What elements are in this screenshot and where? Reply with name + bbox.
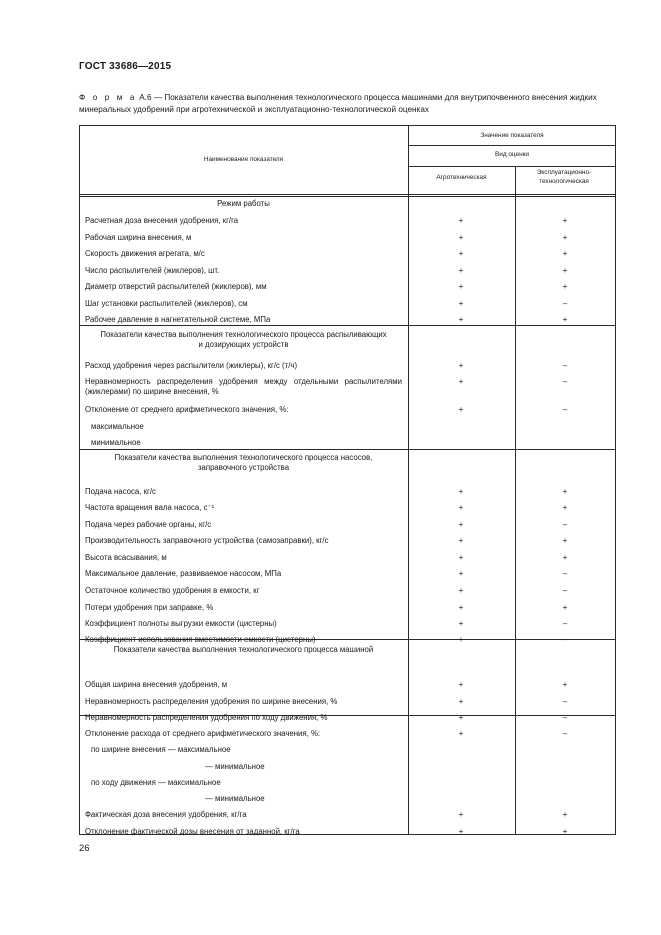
indicator-label: Коэффициент использования вместимости емкости (цистерны) [85, 635, 316, 644]
exploit-mark: + [562, 216, 568, 225]
exploit-mark: – [562, 635, 568, 644]
group-separator [79, 325, 616, 326]
agro-mark: + [458, 282, 464, 291]
section-heading: Показатели качества выполнения технологического процесса насосов, заправочного устройства [114, 453, 373, 472]
indicator-label: Рабочее давление в нагнетательной системе, МПа [85, 315, 271, 324]
column-divider-name [408, 125, 409, 835]
indicator-label: максимальное [91, 422, 144, 431]
indicator-label: Расход удобрения через распылители (жиклеры), кг/с (т/ч) [85, 361, 298, 370]
indicator-label: Неравномерность распределения удобрения по ходу движения, % [85, 713, 328, 722]
indicator-label: Скорость движения агрегата, м/с [85, 249, 205, 258]
agro-mark: + [458, 586, 464, 595]
exploit-mark: + [562, 249, 568, 258]
indicator-label: Подача через рабочие органы, кг/с [85, 520, 212, 529]
agro-mark: + [458, 697, 464, 706]
indicator-label: Отклонение фактической дозы внесения от заданной, кг/га [85, 827, 300, 836]
table-right-border [615, 125, 616, 835]
exploit-mark: + [562, 282, 568, 291]
agro-mark: + [458, 216, 464, 225]
exploit-mark: – [562, 619, 568, 628]
header-bottom-border [79, 194, 616, 195]
exploit-mark: – [562, 405, 568, 414]
exploit-mark: + [562, 266, 568, 275]
indicator-label: Высота всасывания, м [85, 553, 167, 562]
agro-mark: + [458, 299, 464, 308]
indicator-label: Число распылителей (жиклеров), шт. [85, 266, 220, 275]
page-number: 26 [79, 843, 90, 854]
exploit-mark: + [562, 553, 568, 562]
agro-mark: + [458, 536, 464, 545]
group-separator [79, 449, 616, 450]
exploit-mark: + [562, 603, 568, 612]
exploit-mark: – [562, 713, 568, 722]
indicator-label: Максимальное давление, развиваемое насосом, МПа [85, 569, 282, 578]
agro-mark: + [458, 635, 464, 644]
indicator-label: Рабочая ширина внесения, м [85, 233, 192, 242]
form-caption-text: А.6 — Показатели качества выполнения технологического процесса машинами для внутрипочвенного внесения жидких минеральных удобрений при агротехнической и эксплуатационно-технологической оценках [79, 93, 597, 114]
exploit-mark: + [562, 487, 568, 496]
indicator-label: Потери удобрения при заправке, % [85, 603, 214, 612]
indicator-label: Остаточное количество удобрения в емкости, кг [85, 586, 260, 595]
header-bottom-double [79, 196, 616, 197]
exploit-mark: – [562, 569, 568, 578]
agro-mark: + [458, 315, 464, 324]
indicator-label: — минимальное [205, 794, 265, 803]
section-heading: Показатели качества выполнения технологического процесса распыливающих и дозирующих устройств [100, 330, 387, 349]
header-indicator-value: Значение показателя [480, 132, 544, 139]
indicator-label: Неравномерность распределения удобрения по ширине внесения, % [85, 697, 338, 706]
agro-mark: + [458, 810, 464, 819]
header-evaluation-type: Вид оценки [495, 151, 529, 158]
header-agrotechnical: Агротехническая [436, 174, 487, 181]
agro-mark: + [458, 603, 464, 612]
section-heading: Показатели качества выполнения технологического процесса машиной [113, 645, 374, 654]
exploit-mark: + [562, 503, 568, 512]
indicator-label: Коэффициент полноты выгрузки емкости (цистерны) [85, 619, 277, 628]
agro-mark: + [458, 361, 464, 370]
agro-mark: + [458, 520, 464, 529]
indicator-label: Расчетная доза внесения удобрения, кг/га [85, 216, 239, 225]
section-heading: Режим работы [217, 199, 270, 208]
agro-mark: + [458, 249, 464, 258]
column-divider-agro [515, 166, 516, 835]
standard-title: ГОСТ 33686—2015 [79, 61, 172, 72]
table-top-border [79, 125, 616, 126]
header-indicator-name: Наименование показателя [203, 156, 284, 163]
indicator-label: Отклонение расхода от среднего арифметического значения, %: [85, 729, 321, 738]
exploit-mark: – [562, 520, 568, 529]
indicator-label: по ширине внесения — максимальное [91, 745, 231, 754]
header-divider-value [408, 145, 616, 146]
exploit-mark: – [562, 729, 568, 738]
indicator-label: Фактическая доза внесения удобрения, кг/га [85, 810, 247, 819]
agro-mark: + [458, 619, 464, 628]
exploit-mark: + [562, 827, 568, 836]
agro-mark: + [458, 680, 464, 689]
agro-mark: + [458, 569, 464, 578]
agro-mark: + [458, 827, 464, 836]
indicator-label: Отклонение от среднего арифметического значения, %: [85, 405, 289, 414]
exploit-mark: – [562, 299, 568, 308]
exploit-mark: + [562, 810, 568, 819]
exploit-mark: + [562, 536, 568, 545]
header-divider-evaluation [408, 166, 616, 167]
header-exploitation: Эксплуатационно-технологическая [536, 169, 592, 185]
exploit-mark: – [562, 361, 568, 370]
agro-mark: + [458, 729, 464, 738]
agro-mark: + [458, 503, 464, 512]
indicator-label: Неравномерность распределения удобрения между отдельными распылителями (жиклерами) по ширине внесения, % [85, 377, 402, 396]
exploit-mark: – [562, 377, 568, 386]
exploit-mark: + [562, 233, 568, 242]
indicator-label: — минимальное [205, 762, 265, 771]
indicator-label: минимальное [91, 438, 141, 447]
indicator-label: Подача насоса, кг/с [85, 487, 156, 496]
agro-mark: + [458, 377, 464, 386]
indicator-label: по ходу движения — максимальное [91, 778, 221, 787]
agro-mark: + [458, 487, 464, 496]
agro-mark: + [458, 266, 464, 275]
exploit-mark: – [562, 697, 568, 706]
form-caption [79, 92, 617, 115]
form-label: Ф о р м а [79, 93, 138, 102]
indicator-label: Частота вращения вала насоса, с⁻¹ [85, 503, 215, 512]
indicator-label: Шаг установки распылителей (жиклеров), см [85, 299, 248, 308]
indicator-label: Диаметр отверстий распылителей (жиклеров), мм [85, 282, 267, 291]
indicator-label: Общая ширина внесения удобрения, м [85, 680, 228, 689]
agro-mark: + [458, 713, 464, 722]
agro-mark: + [458, 405, 464, 414]
agro-mark: + [458, 233, 464, 242]
table-left-border [79, 125, 80, 835]
exploit-mark: – [562, 586, 568, 595]
indicator-label: Производительность заправочного устройства (самозаправки), кг/с [85, 536, 329, 545]
agro-mark: + [458, 553, 464, 562]
exploit-mark: + [562, 315, 568, 324]
exploit-mark: + [562, 680, 568, 689]
